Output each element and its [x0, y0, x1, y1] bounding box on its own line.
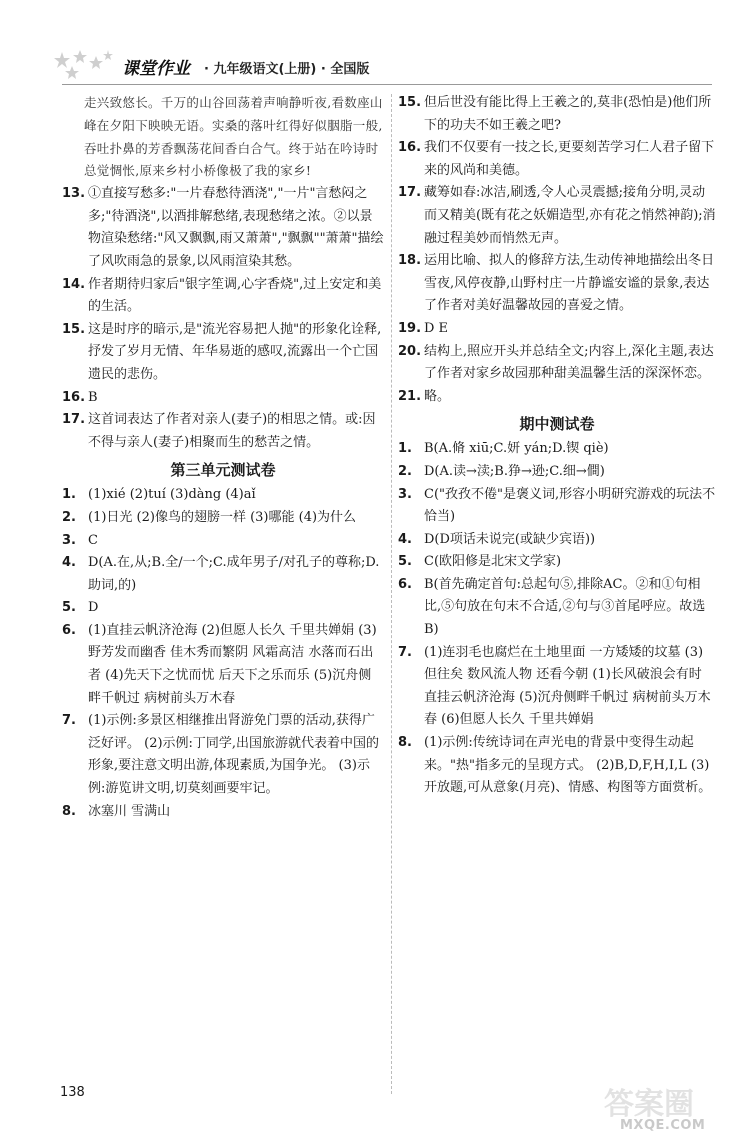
answer-number: 6.: [398, 576, 412, 592]
answer-text: D(A.读→渎;B.狰→逊;C.细→僴): [424, 463, 605, 479]
answer-text: (1)日光 (2)像鸟的翅膀一样 (3)哪能 (4)为什么: [88, 509, 357, 525]
answer-item: [62, 597, 384, 620]
answer-item: [398, 341, 716, 386]
answer-item: [62, 710, 384, 800]
answer-number: 16.: [62, 389, 86, 405]
answer-number: 19.: [398, 320, 422, 336]
answer-item: [62, 387, 384, 410]
answer-item: [62, 552, 384, 597]
answer-text: B(A.脩 xiū;C.妍 yán;D.锲 qiè): [424, 441, 609, 457]
answer-number: 2.: [62, 509, 76, 525]
answer-item: [398, 732, 716, 800]
answer-number: 8.: [398, 735, 412, 751]
right-column: [398, 92, 716, 800]
answer-number: 17.: [62, 412, 86, 428]
section-title: 期中测试卷: [519, 415, 595, 434]
answer-text: 略。: [424, 388, 451, 404]
answer-text: D(A.在,从;B.全/一个;C.成年男子/对孔子的尊称;D.助词,的): [88, 555, 380, 593]
answer-list: [398, 438, 716, 800]
answer-number: 7.: [62, 713, 76, 729]
answer-number: 4.: [398, 531, 412, 547]
watermark-brand: 答案圈: [604, 1087, 694, 1122]
answer-text: (1)连羽毛也腐烂在土地里面 一方矮矮的坟墓 (3)但往矣 数风流人物 还看今朝 (1)长风破浪会有时 直挂云帆济沧海 (5)沉舟侧畔千帆过 病树前头万木春 (6)但愿人长久 千里共婵娟: [424, 644, 711, 728]
answer-item: [398, 642, 716, 732]
answer-text: D: [88, 600, 99, 616]
column-divider: [391, 94, 392, 1094]
answer-number: 5.: [62, 600, 76, 616]
answer-item: [398, 250, 716, 318]
answer-list: [62, 484, 384, 823]
answer-item: [62, 409, 384, 454]
answer-text: D(D项话未说完(或缺少宾语)): [424, 531, 596, 547]
answer-item: [398, 529, 716, 552]
answer-text: (1)xié (2)tuí (3)dàng (4)aǐ: [88, 487, 256, 503]
answer-item: [62, 484, 384, 507]
answer-text: B(首先确定首句:总起句⑤,排除AC。②和①句相比,⑤句放在句末不合适,②句与③首尾呼应。故选B): [424, 576, 706, 638]
handwritten-answer: 走兴致悠长。千万的山谷回荡着声响静听夜,看数座山峰在夕阳下映映无语。实桑的落叶红得好似胭脂一般,吞吐扑鼻的芳香飘荡花间香白合气。终于站在吟诗时总觉惆怅,原来乡村小桥像极了我的家乡!: [84, 95, 383, 179]
answer-number: 16.: [398, 140, 422, 156]
answer-text: ①直接写愁多:"一片春愁待酒浇","一片"言愁闷之多;"待酒浇",以酒排解愁绪,表现愁绪之浓。②以景物渲染愁绪:"风又飘飘,雨又萧萧","飘飘""萧萧"描绘了风吹雨急的景象,以风雨渲染其愁。: [88, 186, 384, 269]
watermark-domain: MXQE.COM: [620, 1118, 706, 1133]
answer-number: 20.: [398, 343, 422, 359]
answer-item: [398, 182, 716, 250]
answer-number: 7.: [398, 644, 412, 660]
answer-item: [398, 438, 716, 461]
answer-number: 3.: [398, 486, 412, 502]
book-subtitle: · 九年级语文(上册) · 全国版: [204, 62, 370, 77]
answer-item: [62, 801, 384, 824]
answer-number: 13.: [62, 186, 86, 202]
answer-number: 15.: [398, 95, 422, 110]
answer-list: [398, 92, 716, 408]
answer-text: (1)示例:多景区相继推出肾游免门票的活动,获得广泛好评。 (2)示例:丁同学,出国旅游就代表着中国的形象,要注意文明出游,体现素质,为国争光。 (3)示例:游览讲文明,切莫刻画要牢记。: [88, 713, 380, 797]
answer-number: 18.: [398, 253, 422, 269]
answer-number: 6.: [62, 622, 76, 638]
answer-number: 15.: [62, 321, 86, 337]
answer-item: [62, 319, 384, 387]
page-header: [0, 0, 750, 90]
header-divider: [62, 84, 712, 85]
answer-item: [62, 620, 384, 710]
answer-number: 1.: [398, 441, 412, 457]
answer-item: [398, 318, 716, 341]
answer-text: D E: [424, 320, 449, 336]
answer-item: [62, 274, 384, 319]
book-title: 课堂作业: [122, 59, 190, 79]
answer-text: (1)示例:传统诗词在声光电的背景中变得生动起来。"热"指多元的呈现方式。 (2)B,D,F,H,I,L (3)开放题,可从意象(月亮)、情感、构图等方面赏析。: [424, 735, 712, 796]
answer-text: (1)直挂云帆济沧海 (2)但愿人长久 千里共婵娟 (3)野芳发而幽香 佳木秀而繁阴 风霜高洁 水落而石出者 (4)先天下之忧而忧 后天下之乐而乐 (5)沉舟侧畔千帆过 病树前头万木春: [88, 622, 377, 706]
answer-text: C("孜孜不倦"是褒义词,形容小明研究游戏的玩法不恰当): [424, 486, 716, 525]
answer-item: [398, 92, 716, 137]
answer-number: 8.: [62, 803, 76, 819]
left-column: [62, 92, 384, 823]
answer-item: [398, 484, 716, 529]
answer-item: [398, 137, 716, 182]
answer-item: [398, 574, 716, 642]
answer-number: 5.: [398, 554, 412, 570]
answer-text: B: [88, 389, 98, 405]
answer-text: C: [88, 532, 98, 548]
answer-text: 冰塞川 雪满山: [88, 803, 171, 819]
page-number: 138: [60, 1085, 85, 1100]
answer-list: [62, 183, 384, 454]
answer-number: 1.: [62, 487, 76, 503]
answer-number: 17.: [398, 185, 422, 201]
answer-item: [62, 507, 384, 530]
decorative-stars-icon: [52, 48, 122, 84]
answer-item: [398, 386, 716, 409]
answer-item: [398, 551, 716, 574]
answer-text: 藏筹如春:冰洁,刷透,令人心灵震撼;接角分明,灵动而又精美(既有花之妖媚造型,亦有花之悄然神韵);消融过程美妙而悄然无声。: [424, 185, 716, 246]
answer-item: [62, 183, 384, 273]
answer-number: 2.: [398, 463, 412, 479]
answer-text: 我们不仅要有一技之长,更要刻苦学习仁人君子留下来的风尚和美德。: [424, 140, 715, 178]
answer-text: 这首词表达了作者对亲人(妻子)的相思之情。或:因不得与亲人(妻子)相聚而生的愁苦之情。: [88, 412, 376, 450]
answer-text: 运用比喻、拟人的修辞方法,生动传神地描绘出冬日雪夜,风停夜静,山野村庄一片静谧安谧的景象,表达了作者对美好温馨故园的喜爱之情。: [424, 253, 715, 314]
section-title: 第三单元测试卷: [170, 461, 276, 480]
answer-text: 作者期待归家后"银字笙调,心字香烧",过上安定和美的生活。: [88, 276, 382, 315]
answer-number: 3.: [62, 532, 76, 548]
answer-item: [62, 530, 384, 553]
answer-text: 这是时序的暗示,是"流光容易把人抛"的形象化诠释,抒发了岁月无情、年华易逝的感叹,流露出一个亡国遗民的悲伤。: [88, 321, 382, 382]
answer-text: 但后世没有能比得上王羲之的,莫非(恐怕是)他们所下的功夫不如王羲之吧?: [424, 95, 712, 133]
answer-text: 结构上,照应开头并总结全文;内容上,深化主题,表达了作者对家乡故园那种甜美温馨生活的深深怀恋。: [424, 343, 714, 382]
answer-number: 21.: [398, 388, 422, 404]
answer-number: 4.: [62, 555, 76, 571]
answer-number: 14.: [62, 276, 86, 292]
answer-item: [398, 461, 716, 484]
answer-text: C(欧阳修是北宋文学家): [424, 554, 562, 570]
